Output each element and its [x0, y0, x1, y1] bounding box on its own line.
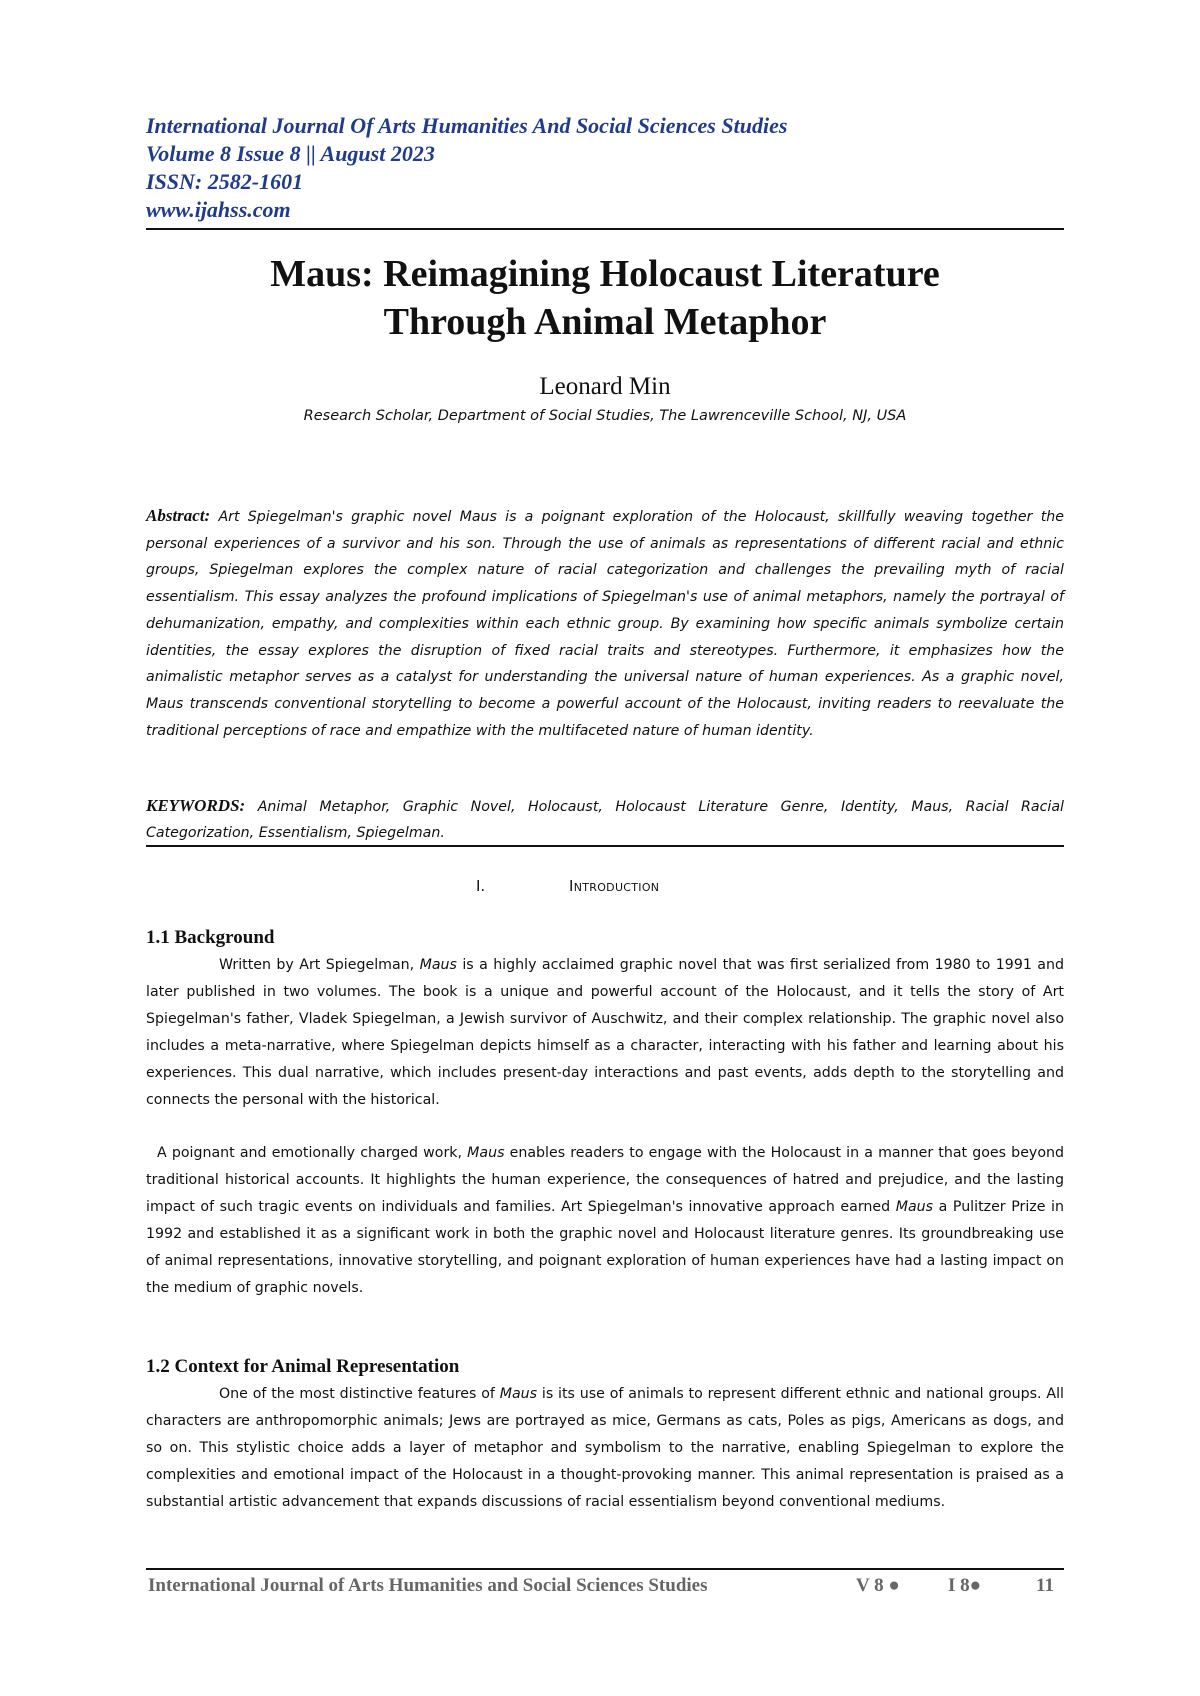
- text-run: is a highly acclaimed graphic novel that was first serialized from 1980 to 1991 and later published in two volumes. The book is a unique and powerful account of the Holocaust, and it tells the story of Art Spiegelman's father, Vladek Spiegelman, a Jewish survivor of Auschwitz, and their complex relationship. The graphic novel also includes a meta-narrative, where Spiegelman depicts himself as a character, interacting with his father and learning about his experiences. This dual narrative, which includes present-day interactions and past events, adds depth to the storytelling and connects the personal with the historical.: [146, 957, 1064, 1108]
- journal-issn: ISSN: 2582-1601: [146, 169, 304, 194]
- section-number: I.: [476, 877, 486, 895]
- context-paragraph-1: [146, 1381, 1064, 1516]
- title-line-2: Through Animal Metaphor: [383, 301, 827, 343]
- page-footer: [146, 1571, 1064, 1601]
- author-affiliation: Research Scholar, Department of Social Studies, The Lawrenceville School, NJ, USA: [303, 408, 907, 424]
- keywords-text: Animal Metaphor, Graphic Novel, Holocaust, Holocaust Literature Genre, Identity, Maus, Racial Racial Categorization, Essentialism, Spiegelman.: [146, 799, 1064, 841]
- text-run: One of the most distinctive features of: [219, 1386, 500, 1402]
- keywords: [146, 793, 1064, 846]
- background-paragraph-1: [146, 952, 1064, 1113]
- abstract-label: Abstract:: [146, 506, 211, 525]
- abstract: [146, 503, 1064, 744]
- work-title: Maus: [467, 1145, 505, 1161]
- journal-name: International Journal Of Arts Humanities And Social Sciences Studies: [146, 113, 788, 138]
- keywords-rule: [146, 845, 1064, 847]
- footer-issue: I 8●: [948, 1575, 982, 1596]
- work-title: Maus: [895, 1198, 934, 1215]
- footer-journal: International Journal of Arts Humanities and Social Sciences Studies: [148, 1575, 708, 1596]
- title-line-1: Maus: Reimagining Holocaust Literature: [270, 253, 940, 295]
- footer-rule: [146, 1568, 1064, 1570]
- keywords-label: KEYWORDS:: [146, 796, 246, 815]
- author-name: Leonard Min: [539, 373, 671, 400]
- journal-volume-issue: Volume 8 Issue 8 || August 2023: [146, 141, 435, 166]
- text-run: Written by Art Spiegelman,: [219, 957, 420, 973]
- abstract-text: Art Spiegelman's graphic novel Maus is a poignant exploration of the Holocaust, skillfully weaving together the personal experiences of a survivor and his son. Through the use of animals as representations of different racial and ethnic groups, Spiegelman explores the complex nature of racial categorization and challenges the prevailing myth of racial essentialism. This essay analyzes the profound implications of Spiegelman's use of animal metaphors, namely the portrayal of dehumanization, empathy, and complexities within each ethnic group. By examining how specific animals symbolize certain identities, the essay explores the disruption of fixed racial traits and stereotypes. Furthermore, it emphasizes how the animalistic metaphor serves as a catalyst for understanding the universal nature of human experiences. As a graphic novel, Maus transcends conventional storytelling to become a powerful account of the Holocaust, inviting readers to reevaluate the traditional perceptions of race and empathize with the multifaceted nature of human identity.: [146, 509, 1064, 739]
- journal-header: [146, 112, 1066, 224]
- footer-page-number: 11: [1036, 1575, 1054, 1596]
- text-run: a Pulitzer Prize in 1992 and established it as a significant work in both the graphic novel and Holocaust literature genres. Its groundbreaking use of animal representations, innovative storytelling, and poignant exploration of human experiences have had a lasting impact on the medium of graphic novels.: [146, 1198, 1064, 1296]
- footer-volume: V 8 ●: [856, 1575, 900, 1596]
- text-run: enables readers to engage with the Holocaust in a manner that goes beyond traditional historical accounts. It highlights the human experience, the consequences of hatred and prejudice, and the lasting impact of such tragic events on individuals and families. Art Spiegelman's innovative approach earned: [146, 1145, 1064, 1215]
- article-title: [146, 250, 1064, 346]
- text-run: A poignant and emotionally charged work,: [157, 1145, 468, 1161]
- subsection-heading-context: 1.2 Context for Animal Representation: [146, 1356, 460, 1377]
- text-run: is its use of animals to represent different ethnic and national groups. All characters are anthropomorphic animals; Jews are portrayed as mice, Germans as cats, Poles as pigs, Americans as dogs, and so on. This stylistic choice adds a layer of metaphor and symbolism to the narrative, enabling Spiegelman to explore the complexities and emotional impact of the Holocaust in a thought-provoking manner. This animal representation is praised as a substantial artistic advancement that expands discussions of racial essentialism beyond conventional mediums.: [146, 1386, 1064, 1510]
- background-paragraph-2: [146, 1140, 1064, 1301]
- header-rule: [146, 228, 1064, 230]
- work-title: Maus: [419, 957, 457, 973]
- subsection-heading-background: 1.1 Background: [146, 927, 275, 948]
- journal-website[interactable]: www.ijahss.com: [146, 197, 291, 222]
- section-title: Introduction: [569, 877, 660, 895]
- section-heading: [146, 873, 1064, 899]
- work-title: Maus: [499, 1386, 538, 1402]
